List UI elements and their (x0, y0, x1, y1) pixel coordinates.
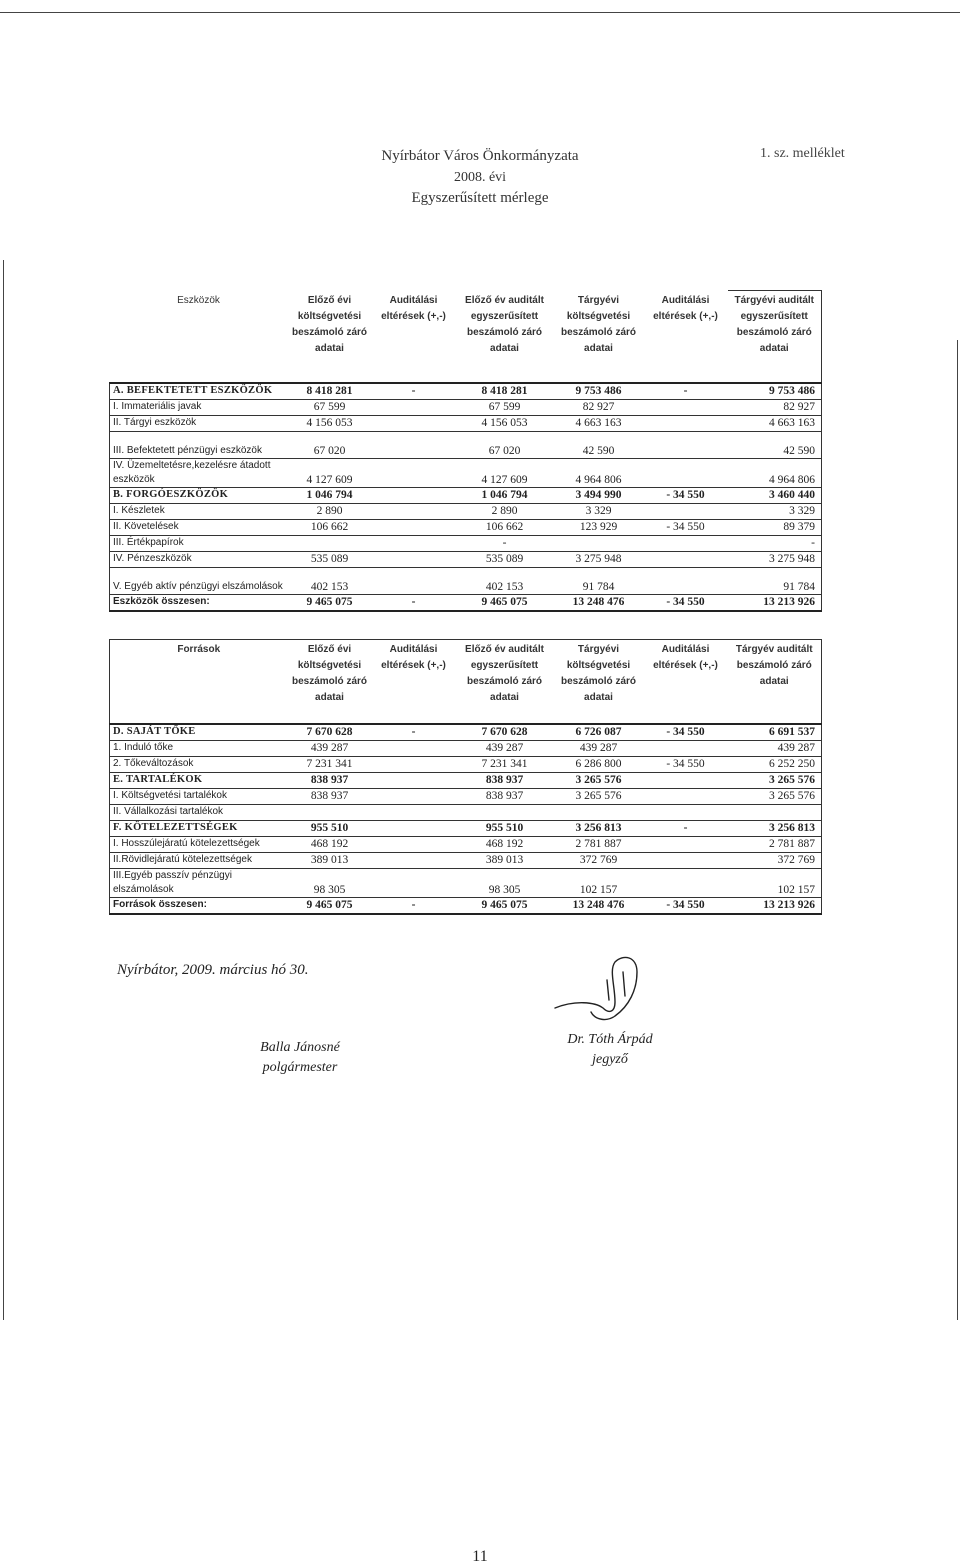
assets-cell-col-2 (372, 487, 456, 503)
sources-cell-col-5 (644, 772, 728, 788)
sources-row (110, 868, 822, 897)
sources-row (110, 724, 822, 741)
assets-cell-col-1: 4 127 609 (288, 458, 372, 487)
sources-cell-col-2 (372, 740, 456, 756)
assets-table (109, 290, 822, 612)
sources-cell-col-2 (372, 788, 456, 804)
sources-cell-col-5 (644, 804, 728, 820)
sources-row-label: I. Hosszúlejáratú kötelezettségek (110, 836, 288, 852)
sources-header-col-4: Tárgyévi költségvetési beszámoló záró adatai (554, 640, 644, 724)
assets-cell-col-4: 42 590 (554, 431, 644, 458)
sources-cell-col-2 (372, 804, 456, 820)
assets-row-label: I. Készletek (110, 503, 288, 519)
sources-row-label: E. TARTALÉKOK (110, 772, 288, 788)
assets-cell-col-6: 13 213 926 (728, 594, 822, 611)
assets-cell-col-4: 82 927 (554, 399, 644, 415)
assets-cell-col-3: 4 156 053 (456, 415, 554, 431)
assets-cell-col-3: 8 418 281 (456, 383, 554, 400)
assets-cell-col-1: 9 465 075 (288, 594, 372, 611)
sources-cell-col-2: - (372, 897, 456, 914)
assets-row (110, 399, 822, 415)
assets-header-col-4: Tárgyévi költségvetési beszámoló záró adatai (554, 291, 644, 383)
title-line-3: Egyszerűsített mérlege (411, 190, 549, 206)
assets-row (110, 503, 822, 519)
sources-cell-col-5: - (644, 820, 728, 836)
assets-row (110, 487, 822, 503)
scan-line-top (0, 12, 960, 13)
assets-cell-col-6: 91 784 (728, 567, 822, 594)
sources-cell-col-4 (554, 804, 644, 820)
assets-cell-col-3: - (456, 535, 554, 551)
assets-row (110, 458, 822, 487)
assets-cell-col-4 (554, 535, 644, 551)
assets-cell-col-3: 2 890 (456, 503, 554, 519)
assets-cell-col-5 (644, 567, 728, 594)
assets-cell-col-3: 9 465 075 (456, 594, 554, 611)
sources-row-label: 1. Induló tőke (110, 740, 288, 756)
assets-cell-col-2: - (372, 594, 456, 611)
assets-cell-col-6: 3 460 440 (728, 487, 822, 503)
sources-row (110, 772, 822, 788)
assets-cell-col-5 (644, 431, 728, 458)
assets-row-label: III. Befektetett pénzügyi eszközök (110, 431, 288, 458)
sources-header-col-2: Auditálási eltérések (+,-) (372, 640, 456, 724)
sources-cell-col-1 (288, 804, 372, 820)
sources-cell-col-1: 439 287 (288, 740, 372, 756)
assets-cell-col-6: - (728, 535, 822, 551)
sources-cell-col-5 (644, 852, 728, 868)
assets-row (110, 594, 822, 611)
title-line-1: Nyírbátor Város Önkormányzata (381, 148, 579, 164)
sources-row-label: F. KÖTELEZETTSÉGEK (110, 820, 288, 836)
sources-cell-col-1: 9 465 075 (288, 897, 372, 914)
sources-cell-col-6: 6 252 250 (728, 756, 822, 772)
place-and-date: Nyírbátor, 2009. március hó 30. (117, 962, 309, 978)
sources-cell-col-3: 7 231 341 (456, 756, 554, 772)
assets-row (110, 519, 822, 535)
assets-row-label: III. Értékpapírok (110, 535, 288, 551)
sources-cell-col-6: 439 287 (728, 740, 822, 756)
assets-cell-col-2 (372, 415, 456, 431)
sources-cell-col-3: 9 465 075 (456, 897, 554, 914)
sources-row (110, 836, 822, 852)
signature-block-mayor (230, 1038, 370, 1078)
assets-cell-col-1: 535 089 (288, 551, 372, 567)
assets-cell-col-4: 4 964 806 (554, 458, 644, 487)
sources-cell-col-4: 102 157 (554, 868, 644, 897)
assets-header-col-0: Eszközök (110, 291, 288, 383)
assets-cell-col-5: - (644, 383, 728, 400)
assets-header-col-2: Auditálási eltérések (+,-) (372, 291, 456, 383)
assets-cell-col-2 (372, 567, 456, 594)
sources-cell-col-2 (372, 868, 456, 897)
sources-cell-col-1: 7 231 341 (288, 756, 372, 772)
sources-cell-col-3 (456, 804, 554, 820)
assets-cell-col-2: - (372, 383, 456, 400)
assets-cell-col-1 (288, 535, 372, 551)
assets-cell-col-1: 106 662 (288, 519, 372, 535)
assets-row (110, 383, 822, 400)
sources-cell-col-3: 98 305 (456, 868, 554, 897)
sources-header-col-1: Előző évi költségvetési beszámoló záró adatai (288, 640, 372, 724)
assets-header-col-6: Tárgyévi auditált egyszerűsített beszámoló záró adatai (728, 291, 822, 383)
assets-cell-col-3: 106 662 (456, 519, 554, 535)
sources-cell-col-6: 13 213 926 (728, 897, 822, 914)
sources-row (110, 788, 822, 804)
assets-cell-col-4: 3 494 990 (554, 487, 644, 503)
assets-header-col-5: Auditálási eltérések (+,-) (644, 291, 728, 383)
sources-cell-col-1: 838 937 (288, 788, 372, 804)
assets-cell-col-5 (644, 551, 728, 567)
sources-cell-col-2 (372, 820, 456, 836)
page-number: 11 (472, 1548, 488, 1565)
sources-cell-col-4: 13 248 476 (554, 897, 644, 914)
sources-row-label: II. Vállalkozási tartalékok (110, 804, 288, 820)
assets-cell-col-5: - 34 550 (644, 487, 728, 503)
mayor-title: polgármester (262, 1060, 338, 1075)
sources-cell-col-5 (644, 836, 728, 852)
assets-row-label: II. Tárgyi eszközök (110, 415, 288, 431)
sources-cell-col-4: 3 265 576 (554, 772, 644, 788)
sources-cell-col-5: - 34 550 (644, 897, 728, 914)
notary-name: Dr. Tóth Árpád (567, 1032, 653, 1047)
assets-cell-col-5: - 34 550 (644, 594, 728, 611)
assets-cell-col-5 (644, 535, 728, 551)
assets-cell-col-6: 4 663 163 (728, 415, 822, 431)
assets-row-label: I. Immateriális javak (110, 399, 288, 415)
sources-row-label: D. SAJÁT TŐKE (110, 724, 288, 741)
sources-row-label: Források összesen: (110, 897, 288, 914)
assets-cell-col-1: 67 599 (288, 399, 372, 415)
sources-cell-col-6: 6 691 537 (728, 724, 822, 741)
sources-cell-col-6: 3 256 813 (728, 820, 822, 836)
assets-cell-col-2 (372, 535, 456, 551)
sources-cell-col-3: 838 937 (456, 788, 554, 804)
assets-row (110, 415, 822, 431)
sources-cell-col-5 (644, 868, 728, 897)
assets-cell-col-1: 2 890 (288, 503, 372, 519)
sources-row (110, 756, 822, 772)
sources-header-col-5: Auditálási eltérések (+,-) (644, 640, 728, 724)
sources-cell-col-1: 98 305 (288, 868, 372, 897)
assets-cell-col-4: 9 753 486 (554, 383, 644, 400)
assets-cell-col-5 (644, 399, 728, 415)
sources-cell-col-5 (644, 788, 728, 804)
assets-body (110, 383, 822, 611)
assets-row (110, 567, 822, 594)
assets-cell-col-5 (644, 503, 728, 519)
sources-cell-col-2 (372, 756, 456, 772)
assets-cell-col-6: 82 927 (728, 399, 822, 415)
assets-header-col-3: Előző év auditált egyszerűsített beszámoló záró adatai (456, 291, 554, 383)
assets-cell-col-6: 42 590 (728, 431, 822, 458)
assets-cell-col-1: 402 153 (288, 567, 372, 594)
notary-title: jegyző (592, 1052, 628, 1067)
assets-cell-col-1: 67 020 (288, 431, 372, 458)
sources-cell-col-3: 389 013 (456, 852, 554, 868)
assets-row-label: Eszközök összesen: (110, 594, 288, 611)
sources-cell-col-6: 372 769 (728, 852, 822, 868)
sources-cell-col-2 (372, 852, 456, 868)
handwritten-signature (545, 950, 665, 1030)
sources-cell-col-5 (644, 740, 728, 756)
assets-cell-col-4: 3 275 948 (554, 551, 644, 567)
assets-cell-col-4: 123 929 (554, 519, 644, 535)
sources-cell-col-1: 838 937 (288, 772, 372, 788)
assets-cell-col-6: 9 753 486 (728, 383, 822, 400)
assets-cell-col-3: 535 089 (456, 551, 554, 567)
sources-row-label: I. Költségvetési tartalékok (110, 788, 288, 804)
sources-row-label: 2. Tőkeváltozások (110, 756, 288, 772)
assets-cell-col-6: 3 275 948 (728, 551, 822, 567)
assets-cell-col-3: 67 020 (456, 431, 554, 458)
assets-cell-col-5 (644, 458, 728, 487)
assets-row-label: V. Egyéb aktív pénzügyi elszámolások (110, 567, 288, 594)
assets-cell-col-2 (372, 458, 456, 487)
sources-cell-col-1: 389 013 (288, 852, 372, 868)
assets-cell-col-4: 4 663 163 (554, 415, 644, 431)
sources-cell-col-3: 468 192 (456, 836, 554, 852)
sources-cell-col-2 (372, 772, 456, 788)
assets-cell-col-1: 1 046 794 (288, 487, 372, 503)
sources-body (110, 724, 822, 914)
sources-cell-col-2: - (372, 724, 456, 741)
sources-cell-col-3: 838 937 (456, 772, 554, 788)
assets-cell-col-2 (372, 431, 456, 458)
sources-header-col-3: Előző év auditált egyszerűsített beszámoló záró adatai (456, 640, 554, 724)
sources-cell-col-4: 2 781 887 (554, 836, 644, 852)
assets-row (110, 535, 822, 551)
assets-cell-col-5 (644, 415, 728, 431)
assets-cell-col-3: 402 153 (456, 567, 554, 594)
mayor-name: Balla Jánosné (260, 1040, 340, 1055)
assets-cell-col-2 (372, 551, 456, 567)
sources-cell-col-3: 955 510 (456, 820, 554, 836)
sources-cell-col-3: 7 670 628 (456, 724, 554, 741)
assets-cell-col-4: 91 784 (554, 567, 644, 594)
sources-row (110, 740, 822, 756)
sources-row-label: II.Rövidlejáratú kötelezettségek (110, 852, 288, 868)
assets-cell-col-4: 13 248 476 (554, 594, 644, 611)
assets-cell-col-6: 89 379 (728, 519, 822, 535)
assets-cell-col-5: - 34 550 (644, 519, 728, 535)
sources-cell-col-4: 372 769 (554, 852, 644, 868)
annex-label: 1. sz. melléklet (760, 146, 845, 161)
scan-line-right (957, 340, 958, 1320)
assets-header-col-1: Előző évi költségvetési beszámoló záró adatai (288, 291, 372, 383)
assets-cell-col-2 (372, 399, 456, 415)
assets-row-label: A. BEFEKTETETT ESZKÖZÖK (110, 383, 288, 400)
sources-row-label: III.Egyéb passzív pénzügyi elszámolások (110, 868, 288, 897)
assets-row-label: IV. Pénzeszközök (110, 551, 288, 567)
sources-cell-col-1: 7 670 628 (288, 724, 372, 741)
assets-cell-col-3: 4 127 609 (456, 458, 554, 487)
sources-cell-col-4: 6 286 800 (554, 756, 644, 772)
assets-cell-col-4: 3 329 (554, 503, 644, 519)
sources-cell-col-4: 6 726 087 (554, 724, 644, 741)
assets-cell-col-3: 1 046 794 (456, 487, 554, 503)
title-line-2: 2008. évi (453, 170, 507, 185)
sources-cell-col-6: 3 265 576 (728, 788, 822, 804)
sources-cell-col-6: 102 157 (728, 868, 822, 897)
assets-row-label: II. Követelések (110, 519, 288, 535)
sources-cell-col-2 (372, 836, 456, 852)
assets-cell-col-2 (372, 519, 456, 535)
sources-cell-col-5: - 34 550 (644, 724, 728, 741)
assets-row (110, 551, 822, 567)
scan-line-left (3, 260, 4, 1320)
sources-cell-col-1: 955 510 (288, 820, 372, 836)
sources-row (110, 897, 822, 914)
sources-row (110, 852, 822, 868)
sources-header-col-0: Források (110, 640, 288, 724)
assets-cell-col-1: 4 156 053 (288, 415, 372, 431)
signature-block-notary (540, 1030, 680, 1070)
sources-row (110, 820, 822, 836)
assets-cell-col-6: 4 964 806 (728, 458, 822, 487)
assets-cell-col-2 (372, 503, 456, 519)
sources-cell-col-6: 2 781 887 (728, 836, 822, 852)
assets-cell-col-3: 67 599 (456, 399, 554, 415)
sources-cell-col-4: 3 256 813 (554, 820, 644, 836)
sources-header-row (110, 640, 822, 724)
sources-cell-col-6 (728, 804, 822, 820)
sources-cell-col-6: 3 265 576 (728, 772, 822, 788)
sources-cell-col-3: 439 287 (456, 740, 554, 756)
sources-table (109, 639, 822, 915)
assets-header-row (110, 291, 822, 383)
assets-row (110, 431, 822, 458)
sources-header-col-6: Tárgyév auditált beszámoló záró adatai (728, 640, 822, 724)
assets-cell-col-6: 3 329 (728, 503, 822, 519)
sources-cell-col-5: - 34 550 (644, 756, 728, 772)
sources-cell-col-4: 439 287 (554, 740, 644, 756)
sources-cell-col-4: 3 265 576 (554, 788, 644, 804)
sources-cell-col-1: 468 192 (288, 836, 372, 852)
assets-row-label: B. FORGÓESZKÖZÖK (110, 487, 288, 503)
assets-row-label: IV. Üzemeltetésre,kezelésre átadott eszközök (110, 458, 288, 487)
assets-cell-col-1: 8 418 281 (288, 383, 372, 400)
sources-row (110, 804, 822, 820)
